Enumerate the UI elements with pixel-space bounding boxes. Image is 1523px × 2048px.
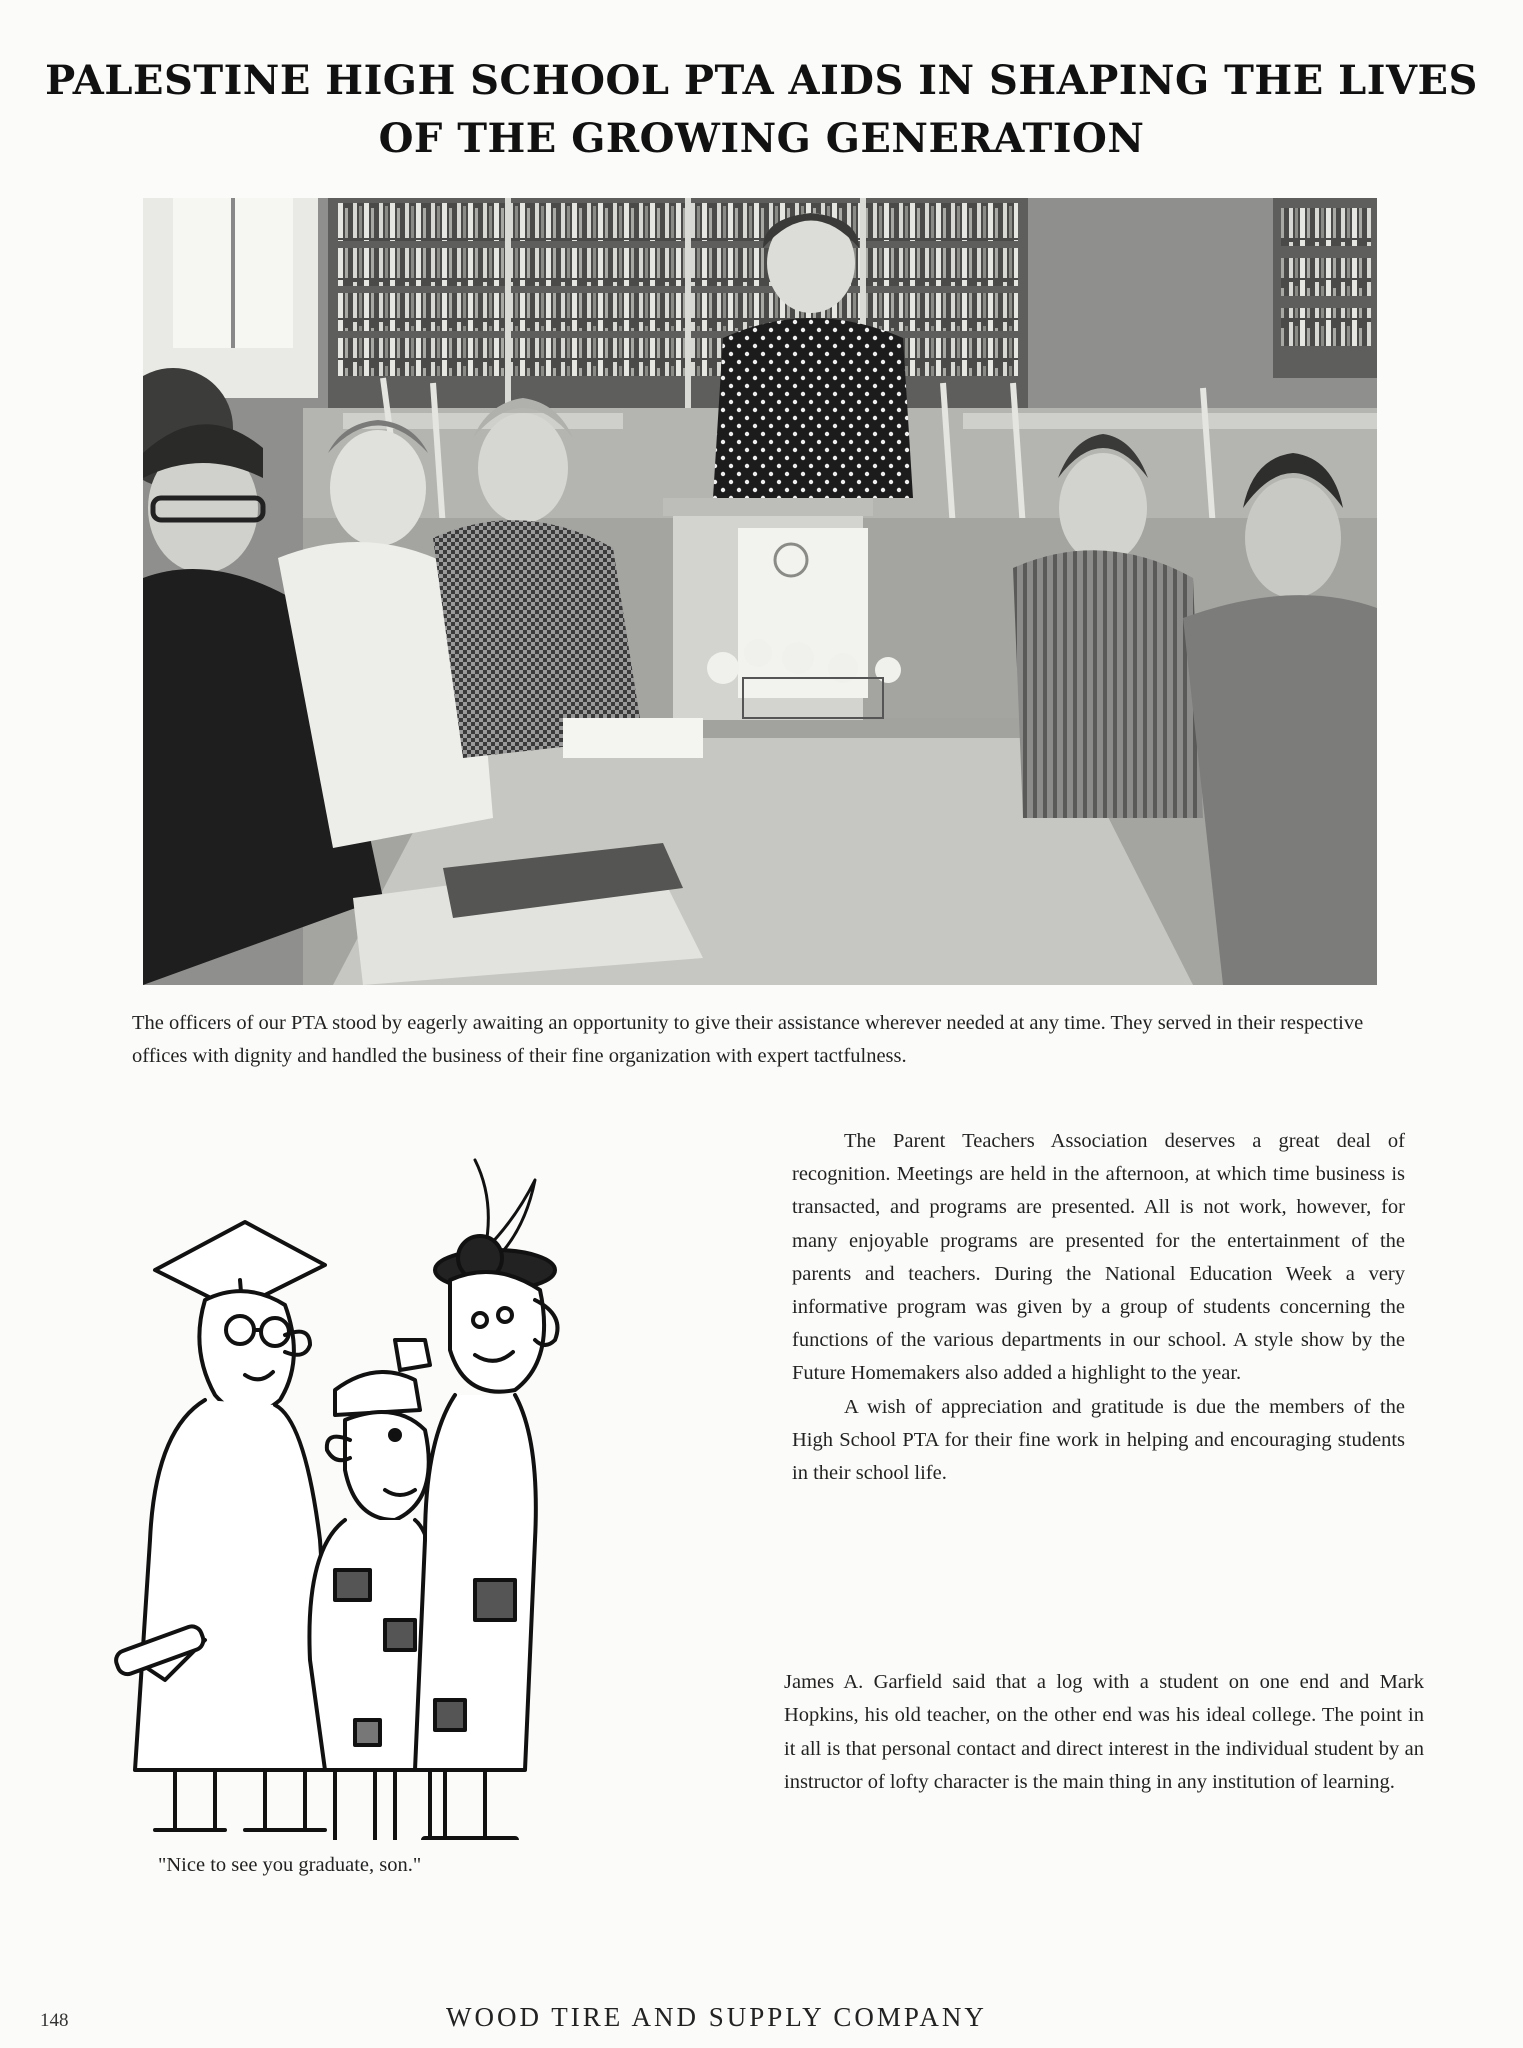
page-title-line-1: PALESTINE HIGH SCHOOL PTA AIDS IN SHAPING THE LIVES: [45, 57, 1478, 104]
graduation-cartoon: [95, 1140, 625, 1840]
garfield-quote-paragraph: James A. Garfield said that a log with a student on one end and Mark Hopkins, his old teacher, on the other end was his ideal college. The point in it all is that personal contact and direct interest in the individual student by an instructor of lofty character is the main thing in any institution of learning.: [784, 1671, 1424, 1794]
body-paragraph: The Parent Teachers Association deserves a great deal of recognition. Meetings are held in the afternoon, at which time business is transacted, and programs are presented. All is not work, however, for many enjoyable programs are presented for the entertainment of the parents and teachers. During the National Education Week a very informative program was given by a group of students concerning the functions of the various departments in our school. A style show by the Future Homemakers also added a highlight to the year.: [792, 1130, 1405, 1385]
page-title: [40, 52, 1483, 168]
photo-caption: The officers of our PTA stood by eagerly awaiting an opportunity to give their assistance wherever needed at any time. They served in their respective offices with dignity and handled the business of their fine organization with expert tactfulness.: [132, 1012, 1364, 1067]
body-paragraph: A wish of appreciation and gratitude is due the members of the High School PTA for their fine work in helping and encouraging students in their school life.: [792, 1395, 1405, 1485]
cartoon-caption: "Nice to see you graduate, son.": [158, 1854, 422, 1876]
pta-officers-photo: [143, 198, 1377, 985]
pta-body-text: [792, 1125, 1405, 1490]
page-number: 148: [40, 2010, 69, 2031]
sponsor-footer: WOOD TIRE AND SUPPLY COMPANY: [446, 2002, 987, 2032]
page-title-line-2: OF THE GROWING GENERATION: [378, 115, 1145, 162]
